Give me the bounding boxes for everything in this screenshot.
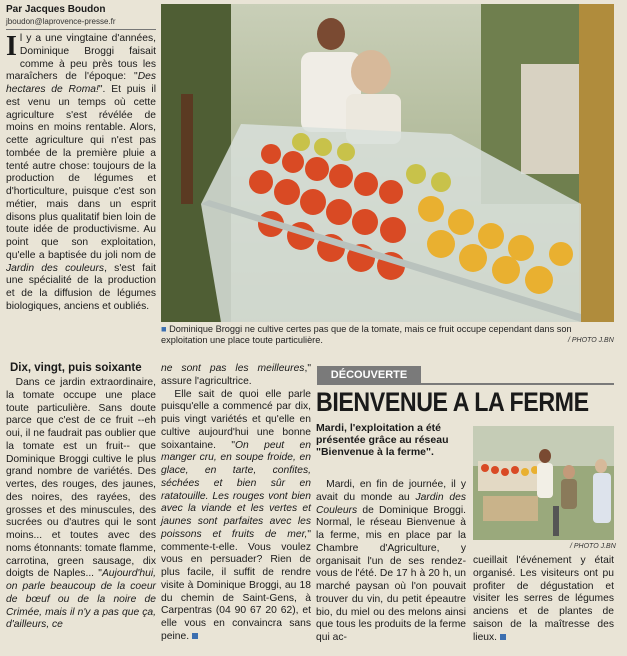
photo-caption: ■ Dominique Broggi ne cultive certes pas que de la tomate, mais ce fruit occupe cependant dans son exploitation une place toute particulière. xyxy=(161,324,572,345)
drop-cap: I xyxy=(6,31,17,62)
subheading: Dix, vingt, puis soixante xyxy=(10,362,142,374)
market-photo xyxy=(473,426,614,540)
author-email[interactable]: jboudon@laprovence-presse.fr xyxy=(6,17,116,26)
headline: BIENVENUE A LA FERME xyxy=(316,387,589,417)
end-mark xyxy=(192,633,198,639)
byline-divider xyxy=(6,29,156,30)
byline: Par Jacques Boudon xyxy=(6,4,106,15)
kicker-rule xyxy=(317,383,614,385)
sidebar-body-col1: Mardi, en fin de journée, il y avait du monde au Jardin des Couleurs de Dominique Broggi. Normal, le réseau Bienvenue à la ferme, mis en place par la Chambre d'Agriculture, y organisait l'un de ses rendez-vous de l'été. De 17 h à 20 h, un marché paysan où l'on pouvait trouver du vin, du petit épeautre bio, du miel ou des melons ainsi que tous les produits de la ferme qui ac- xyxy=(316,479,466,643)
end-mark xyxy=(500,634,506,640)
article-intro: Il y a une vingtaine d'années, Dominique Broggi faisait comme à peu près tous les maraîchers de l'époque: "Des hectares de Roma!". Et puis il est venu un temps où cette agriculture s'est révélée de moins en moins rentable. Alors, cette agriculture qui n'est pas tombée de la première pluie a tenté autre chose: toujours de la production de légumes et d'horticulture, puisque c'est son métier, mais dans un esprit disons plus qualitatif bien loin de toute idée de productivisme. Au point que son exploitation, qu'elle a baptisée du joli nom de Jardin des couleurs, s'est fait une spécialité de la production et de la diffusion de légumes biologiques, anciens et oubliés. xyxy=(6,31,157,312)
sidebar-body-col2: cueillait l'événement y était organisé. Les visiteurs ont pu profiter de dégustation et visiter les serres de légumes anciens et de plantes de saison de la maîtresse des lieux. xyxy=(473,555,614,643)
article-body-col1: Dans ce jardin extraordinaire, la tomate occupe une place toute particulière. Sans doute parce que c'est de ce fruit --eh oui, il ne faudrait pas oublier que la tomate est un fruit-- que Dominique Broggi cultive le plus grand nombre de variétés. Des vertes, des rouges, des jaunes, des noires, des rayées, des grosses et des minuscules, des sucrées ou d'autres qui le sont moins... et toutes avec des noms étonnants: tomate flamme, carrotina, green sausage, dix doigts de Naples... "Aujourd'hui, on parle beaucoup de la coeur de bœuf ou de la noire de Crimée, mais il n'y a pas que ça, d'ailleurs, ce xyxy=(6,377,156,631)
section-kicker: DÉCOUVERTE xyxy=(317,366,421,384)
article-body-col2: ne sont pas les meilleures," assure l'agricultrice. Elle sait de quoi elle parle puisqu'elle a commencé par dix, puis vingt variétés et qu'elle en cultive aujourd'hui une bonne soixantaine. "On peut en manger cru, en soupe froide, en glace, en tarte, confites, séchées et bien sûr en ratatouille. Les rouges vont bien avec la viande et les vertes et jaunes sont parfaites avec les poissons et fruits de mer," commente-t-elle. Vous voulez vous en persuader? Rien de plus facile, il suffit de rendre visite à Dominique Broggi, au 18 du chemin de Saint-Gens, à Carpentras (04 90 67 20 62), et elle vous en convaincra sans peine. xyxy=(161,363,311,642)
photo-credit: / PHOTO J.BN xyxy=(568,337,614,344)
article-lead: Mardi, l'exploitation a été présentée grâce au réseau "Bienvenue à la ferme". xyxy=(316,422,449,459)
small-photo-credit: / PHOTO J.BN xyxy=(570,543,616,550)
tomato-photo xyxy=(161,4,614,322)
